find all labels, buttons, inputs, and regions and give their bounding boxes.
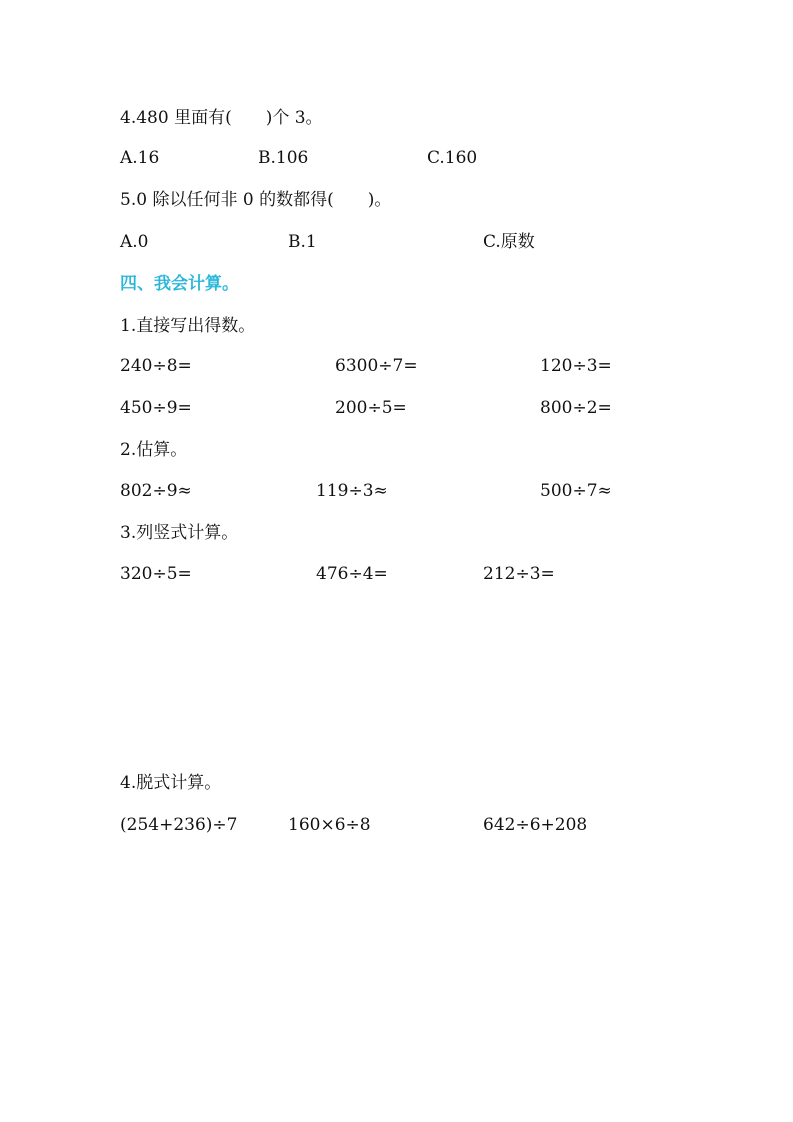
part-4-item-1: (254+236)÷7 <box>120 815 238 835</box>
part-1-row-2-col-3: 800÷2= <box>540 398 612 418</box>
part-3-item-3: 212÷3= <box>483 564 555 584</box>
question-5-option-a: A.0 <box>120 232 149 252</box>
part-4-title: 4.脱式计算。 <box>120 773 222 793</box>
part-1-row-1-col-2: 6300÷7= <box>335 356 418 376</box>
part-4-item-2: 160×6÷8 <box>288 815 371 835</box>
part-1-row-1-col-3: 120÷3= <box>540 356 612 376</box>
part-1-row-1-col-1: 240÷8= <box>120 356 192 376</box>
part-2-item-1: 802÷9≈ <box>120 481 192 501</box>
question-5-option-c: C.原数 <box>483 232 535 252</box>
question-4-option-a: A.16 <box>120 148 160 168</box>
part-2-title: 2.估算。 <box>120 440 188 460</box>
part-2-item-2: 119÷3≈ <box>316 481 388 501</box>
part-1-row-2-col-1: 450÷9= <box>120 398 192 418</box>
part-3-item-1: 320÷5= <box>120 564 192 584</box>
part-2-item-3: 500÷7≈ <box>540 481 612 501</box>
part-4-item-3: 642÷6+208 <box>483 815 588 835</box>
question-5-stem: 5.0 除以任何非 0 的数都得( )。 <box>120 190 392 210</box>
part-1-row-2-col-2: 200÷5= <box>335 398 407 418</box>
question-4-stem: 4.480 里面有( )个 3。 <box>120 108 323 128</box>
part-1-title: 1.直接写出得数。 <box>120 316 256 336</box>
section-4-heading: 四、我会计算。 <box>120 274 239 294</box>
part-3-item-2: 476÷4= <box>316 564 388 584</box>
question-4-option-b: B.106 <box>258 148 309 168</box>
question-5-option-b: B.1 <box>288 232 317 252</box>
question-4-option-c: C.160 <box>427 148 478 168</box>
part-3-title: 3.列竖式计算。 <box>120 523 239 543</box>
